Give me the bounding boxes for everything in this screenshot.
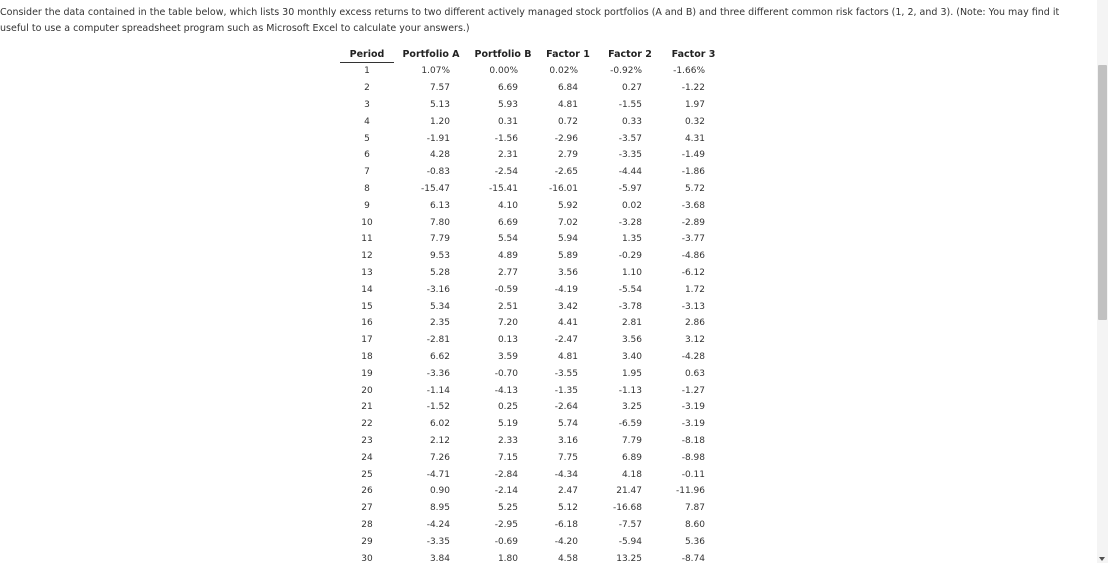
- cell-factor-2: 0.33: [621, 116, 642, 127]
- cell-portfolio-b: 7.15: [497, 452, 518, 463]
- table-header-row: [340, 47, 725, 63]
- cell-portfolio-b: 5.93: [497, 99, 518, 110]
- cell-factor-3: 2.86: [684, 318, 705, 329]
- table-row: [340, 433, 725, 450]
- cell-portfolio-a: -1.52: [426, 402, 450, 413]
- cell-factor-1: 0.72: [557, 116, 578, 127]
- cell-period: 14: [361, 284, 373, 295]
- cell-period: 20: [361, 385, 373, 396]
- cell-period: 2: [364, 83, 370, 94]
- cell-portfolio-b: 0.13: [497, 335, 518, 346]
- cell-portfolio-a: 7.26: [429, 452, 450, 463]
- cell-factor-2: 21.47: [616, 486, 642, 497]
- cell-factor-1: 3.56: [557, 267, 578, 278]
- cell-factor-3: -8.74: [681, 553, 705, 564]
- cell-factor-1: 3.16: [557, 435, 578, 446]
- cell-factor-3: -2.89: [681, 217, 705, 228]
- table-row: [340, 500, 725, 517]
- cell-factor-1: 5.89: [557, 251, 578, 262]
- cell-factor-2: 4.18: [621, 469, 642, 480]
- cell-factor-3: -1.22: [681, 83, 705, 94]
- cell-factor-3: -8.18: [681, 435, 705, 446]
- cell-portfolio-b: -15.41: [488, 183, 518, 194]
- cell-factor-2: -5.54: [618, 284, 642, 295]
- cell-portfolio-b: 7.20: [497, 318, 518, 329]
- cell-factor-2: -1.13: [618, 385, 642, 396]
- cell-portfolio-b: 2.31: [497, 150, 518, 161]
- cell-factor-1: -4.20: [554, 536, 578, 547]
- cell-factor-2: -3.35: [618, 150, 642, 161]
- cell-factor-3: -3.68: [681, 200, 705, 211]
- table-row: [340, 197, 725, 214]
- cell-portfolio-b: -4.13: [494, 385, 518, 396]
- cell-factor-3: -11.96: [675, 486, 705, 497]
- cell-factor-2: -6.59: [618, 419, 642, 430]
- cell-factor-3: 0.63: [684, 368, 705, 379]
- cell-portfolio-a: -3.35: [426, 536, 450, 547]
- cell-portfolio-b: -2.95: [494, 519, 518, 530]
- cell-portfolio-a: 1.07%: [421, 66, 450, 77]
- cell-period: 21: [361, 402, 373, 413]
- table-row: [340, 214, 725, 231]
- cell-portfolio-a: 9.53: [429, 251, 450, 262]
- cell-factor-3: 4.31: [684, 133, 705, 144]
- cell-period: 17: [361, 335, 373, 346]
- cell-factor-1: -3.55: [554, 368, 578, 379]
- cell-factor-1: -6.18: [554, 519, 578, 530]
- cell-factor-1: -2.64: [554, 402, 578, 413]
- cell-factor-2: -4.44: [618, 167, 642, 178]
- table-row: [340, 97, 725, 114]
- cell-factor-2: 0.02: [621, 200, 642, 211]
- table-row: [340, 80, 725, 97]
- table-row: [340, 164, 725, 181]
- returns-table: [340, 47, 725, 567]
- cell-factor-2: -5.94: [618, 536, 642, 547]
- cell-factor-2: 6.89: [621, 452, 642, 463]
- cell-period: 23: [361, 435, 373, 446]
- intro-text: Consider the data contained in the table below, which lists 30 monthly excess returns to two different actively managed stock portfolios (A and B) and three different common risk factors (1, 2, and 3). (Note: You may find it useful to use a computer spreadsheet program such as Microsoft Excel to calculate your answers.): [0, 7, 1060, 34]
- cell-portfolio-b: -0.59: [494, 284, 518, 295]
- cell-factor-2: 3.56: [621, 335, 642, 346]
- cell-portfolio-a: -0.83: [426, 167, 450, 178]
- cell-portfolio-a: -3.36: [426, 368, 450, 379]
- cell-factor-3: -4.86: [681, 251, 705, 262]
- cell-factor-2: -5.97: [618, 183, 642, 194]
- cell-factor-3: -1.86: [681, 167, 705, 178]
- cell-period: 25: [361, 469, 373, 480]
- cell-portfolio-a: 8.95: [429, 503, 450, 514]
- cell-factor-1: 0.02%: [549, 66, 578, 77]
- cell-factor-3: -6.12: [681, 267, 705, 278]
- cell-period: 16: [361, 318, 373, 329]
- cell-factor-2: 3.40: [621, 351, 642, 362]
- cell-factor-3: 0.32: [684, 116, 705, 127]
- cell-factor-1: 4.81: [557, 99, 578, 110]
- cell-factor-1: 4.81: [557, 351, 578, 362]
- table-row: [340, 63, 725, 80]
- cell-factor-3: 5.36: [684, 536, 705, 547]
- cell-factor-3: -1.27: [681, 385, 705, 396]
- cell-factor-3: 7.87: [684, 503, 705, 514]
- cell-factor-1: 7.02: [557, 217, 578, 228]
- table-row: [340, 382, 725, 399]
- cell-factor-1: 5.74: [557, 419, 578, 430]
- header-factor-1: Factor 1: [546, 49, 590, 61]
- cell-period: 5: [364, 133, 370, 144]
- cell-factor-3: 3.12: [684, 335, 705, 346]
- cell-portfolio-b: 2.51: [497, 301, 518, 312]
- cell-factor-2: 3.25: [621, 402, 642, 413]
- cell-portfolio-a: -3.16: [426, 284, 450, 295]
- cell-period: 3: [364, 99, 370, 110]
- cell-portfolio-a: 7.79: [429, 234, 450, 245]
- cell-factor-2: -0.92%: [610, 66, 642, 77]
- cell-factor-2: 2.81: [621, 318, 642, 329]
- scrollbar-thumb[interactable]: [1098, 65, 1107, 320]
- cell-factor-1: -2.65: [554, 167, 578, 178]
- cell-portfolio-a: 2.12: [429, 435, 450, 446]
- cell-period: 19: [361, 368, 373, 379]
- cell-period: 28: [361, 519, 373, 530]
- cell-factor-2: 0.27: [621, 83, 642, 94]
- cell-period: 27: [361, 503, 373, 514]
- cell-portfolio-b: 2.33: [497, 435, 518, 446]
- cell-portfolio-a: 6.02: [429, 419, 450, 430]
- cell-factor-1: -2.96: [554, 133, 578, 144]
- cell-factor-2: 1.10: [621, 267, 642, 278]
- cell-period: 22: [361, 419, 373, 430]
- cell-factor-3: -8.98: [681, 452, 705, 463]
- cell-portfolio-b: -2.84: [494, 469, 518, 480]
- cell-factor-1: 2.47: [557, 486, 578, 497]
- cell-factor-2: -3.28: [618, 217, 642, 228]
- cell-factor-2: -1.55: [618, 99, 642, 110]
- header-portfolio-b: Portfolio B: [474, 49, 532, 61]
- cell-portfolio-b: 4.10: [497, 200, 518, 211]
- table-row: [340, 181, 725, 198]
- table-row: [340, 147, 725, 164]
- cell-portfolio-b: -0.69: [494, 536, 518, 547]
- cell-factor-2: -3.78: [618, 301, 642, 312]
- cell-factor-1: 5.12: [557, 503, 578, 514]
- table-row: [340, 533, 725, 550]
- vertical-scrollbar[interactable]: [1097, 0, 1108, 563]
- cell-portfolio-b: 2.77: [497, 267, 518, 278]
- cell-portfolio-b: -1.56: [494, 133, 518, 144]
- cell-portfolio-a: -15.47: [420, 183, 450, 194]
- cell-portfolio-a: 4.28: [429, 150, 450, 161]
- cell-factor-2: 1.35: [621, 234, 642, 245]
- cell-period: 30: [361, 553, 373, 564]
- cell-factor-3: -3.77: [681, 234, 705, 245]
- cell-period: 29: [361, 536, 373, 547]
- cell-factor-3: 1.72: [684, 284, 705, 295]
- cell-factor-2: 13.25: [616, 553, 642, 564]
- cell-portfolio-a: -4.71: [426, 469, 450, 480]
- header-factor-2: Factor 2: [608, 49, 652, 61]
- cell-portfolio-b: 4.89: [497, 251, 518, 262]
- cell-portfolio-a: 1.20: [429, 116, 450, 127]
- cell-factor-3: -1.49: [681, 150, 705, 161]
- cell-factor-1: -4.34: [554, 469, 578, 480]
- table-row: [340, 315, 725, 332]
- table-row: [340, 130, 725, 147]
- cell-factor-1: 3.42: [557, 301, 578, 312]
- cell-portfolio-a: -2.81: [426, 335, 450, 346]
- cell-period: 9: [364, 200, 370, 211]
- cell-factor-1: 7.75: [557, 452, 578, 463]
- cell-portfolio-b: 5.54: [497, 234, 518, 245]
- cell-factor-3: -0.11: [681, 469, 705, 480]
- cell-portfolio-a: 5.13: [429, 99, 450, 110]
- cell-factor-2: 7.79: [621, 435, 642, 446]
- cell-period: 26: [361, 486, 373, 497]
- cell-portfolio-b: -0.70: [494, 368, 518, 379]
- cell-period: 8: [364, 183, 370, 194]
- cell-factor-3: -3.19: [681, 419, 705, 430]
- cell-portfolio-b: 5.25: [497, 503, 518, 514]
- table-row: [340, 332, 725, 349]
- table-row: [340, 349, 725, 366]
- cell-period: 11: [361, 234, 373, 245]
- cell-factor-2: -3.57: [618, 133, 642, 144]
- cell-factor-2: -7.57: [618, 519, 642, 530]
- cell-factor-1: -2.47: [554, 335, 578, 346]
- header-factor-3: Factor 3: [671, 49, 716, 61]
- table-row: [340, 550, 725, 567]
- cell-portfolio-b: 1.80: [497, 553, 518, 564]
- cell-portfolio-a: 5.28: [429, 267, 450, 278]
- cell-portfolio-b: 0.25: [497, 402, 518, 413]
- cell-factor-3: -3.19: [681, 402, 705, 413]
- table-row: [340, 265, 725, 282]
- cell-factor-1: -4.19: [554, 284, 578, 295]
- cell-factor-2: 1.95: [621, 368, 642, 379]
- cell-portfolio-a: 7.57: [429, 83, 450, 94]
- cell-portfolio-a: 0.90: [429, 486, 450, 497]
- cell-portfolio-b: 3.59: [497, 351, 518, 362]
- cell-factor-2: -0.29: [618, 251, 642, 262]
- cell-period: 12: [361, 251, 373, 262]
- cell-factor-3: 8.60: [684, 519, 705, 530]
- cell-factor-1: -16.01: [548, 183, 578, 194]
- cell-factor-3: 1.97: [684, 99, 705, 110]
- cell-period: 13: [361, 267, 373, 278]
- arrow-down-icon[interactable]: [1099, 557, 1105, 561]
- cell-portfolio-a: 6.62: [429, 351, 450, 362]
- cell-period: 10: [361, 217, 373, 228]
- cell-factor-1: 6.84: [557, 83, 578, 94]
- cell-factor-1: 4.41: [557, 318, 578, 329]
- cell-portfolio-a: -1.91: [426, 133, 450, 144]
- header-period: Period: [340, 47, 394, 63]
- cell-portfolio-b: 6.69: [497, 217, 518, 228]
- cell-factor-1: -1.35: [554, 385, 578, 396]
- cell-period: 4: [364, 116, 370, 127]
- table-row: [340, 449, 725, 466]
- cell-factor-3: -4.28: [681, 351, 705, 362]
- cell-factor-3: -3.13: [681, 301, 705, 312]
- cell-period: 7: [364, 167, 370, 178]
- cell-period: 15: [361, 301, 373, 312]
- cell-portfolio-a: 3.84: [429, 553, 450, 564]
- cell-factor-1: 5.92: [557, 200, 578, 211]
- cell-portfolio-b: -2.54: [494, 167, 518, 178]
- cell-period: 6: [364, 150, 370, 161]
- cell-portfolio-b: 6.69: [497, 83, 518, 94]
- cell-portfolio-b: -2.14: [494, 486, 518, 497]
- cell-factor-1: 4.58: [557, 553, 578, 564]
- cell-factor-3: 5.72: [684, 183, 705, 194]
- cell-factor-3: -1.66%: [673, 66, 705, 77]
- table-row: [340, 248, 725, 265]
- cell-period: 18: [361, 351, 373, 362]
- cell-portfolio-a: 5.34: [429, 301, 450, 312]
- cell-factor-1: 5.94: [557, 234, 578, 245]
- cell-portfolio-a: -1.14: [426, 385, 450, 396]
- table-row: [340, 399, 725, 416]
- table-row: [340, 113, 725, 130]
- table-row: [340, 298, 725, 315]
- cell-portfolio-b: 0.00%: [489, 66, 518, 77]
- cell-period: 24: [361, 452, 373, 463]
- cell-portfolio-b: 0.31: [497, 116, 518, 127]
- cell-portfolio-b: 5.19: [497, 419, 518, 430]
- cell-factor-1: 2.79: [557, 150, 578, 161]
- cell-period: 1: [364, 66, 370, 77]
- header-portfolio-a: Portfolio A: [402, 49, 460, 61]
- cell-factor-2: -16.68: [612, 503, 642, 514]
- table-row: [340, 416, 725, 433]
- table-row: [340, 517, 725, 534]
- cell-portfolio-a: -4.24: [426, 519, 450, 530]
- table-row: [340, 466, 725, 483]
- table-row: [340, 281, 725, 298]
- cell-portfolio-a: 6.13: [429, 200, 450, 211]
- table-row: [340, 365, 725, 382]
- table-row: [340, 231, 725, 248]
- cell-portfolio-a: 2.35: [429, 318, 450, 329]
- table-row: [340, 483, 725, 500]
- cell-portfolio-a: 7.80: [429, 217, 450, 228]
